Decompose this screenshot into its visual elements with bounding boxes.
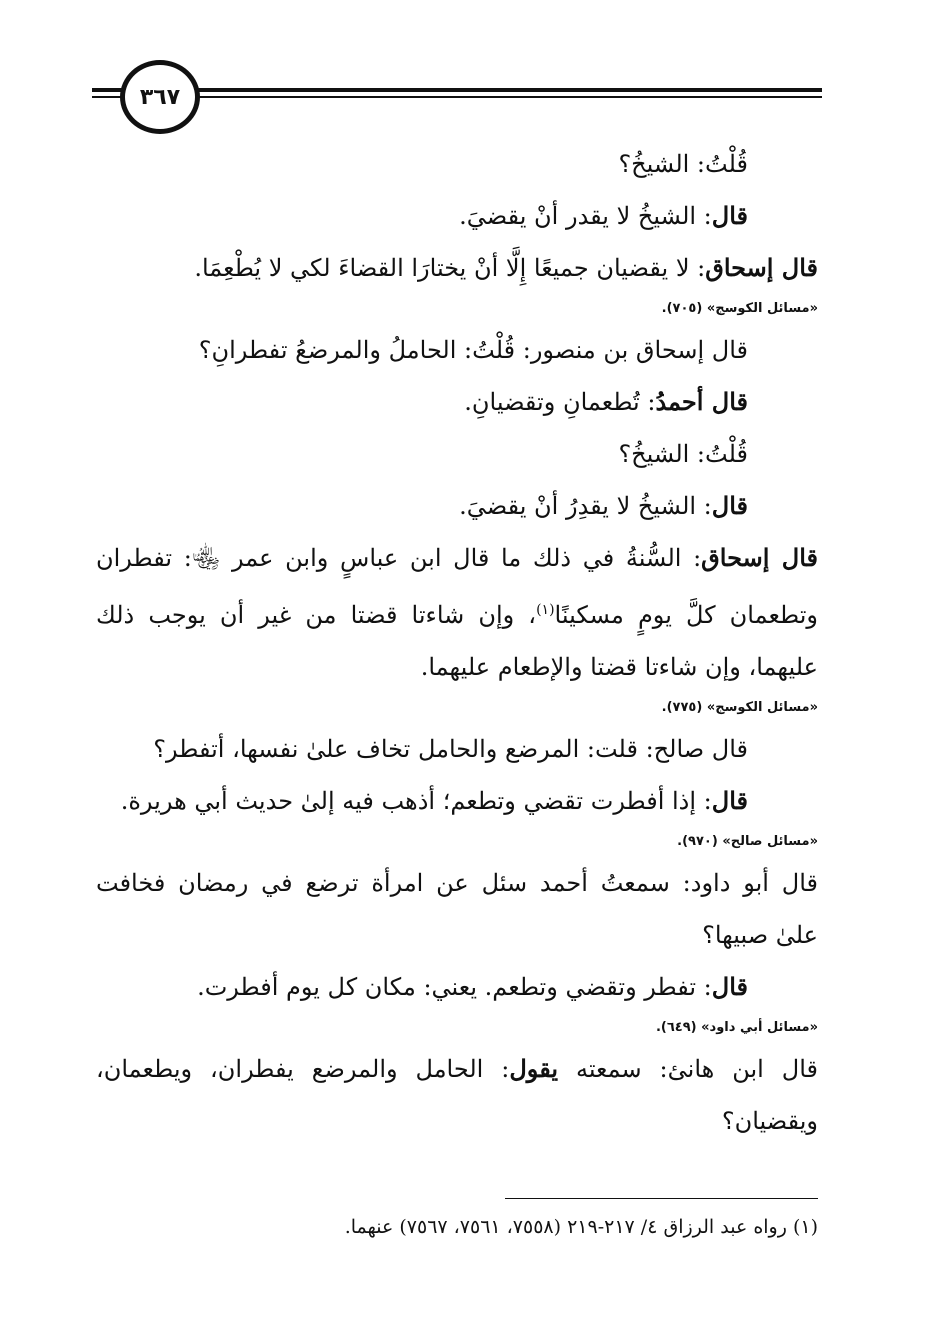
source-citation: «مسائل أبي داود» (٦٤٩). [655,1020,818,1035]
text-line: قال إسحاق: السُّنةُ في ذلك ما قال ابن عباسٍ وابن عمر ﵄: تفطران [96,543,818,572]
text-line: علىٰ صبيها؟ [702,921,818,949]
page-header [92,58,822,128]
text-line: قُلْتُ: الشيخُ؟ [618,150,748,178]
header-rule-thick [92,88,822,92]
text-line: قال إسحاق: لا يقضيان جميعًا إِلَّا أنْ يختارَا القضاءَ لكي لا يُطْعِمَا. [194,253,818,282]
text-line: عليهما، وإن شاءتا قضتا والإطعام عليهما. [420,653,818,681]
source-citation: «مسائل صالح» (٩٧٠). [677,834,818,849]
text-line: قال: إذا أفطرت تقضي وتطعم؛ أذهب فيه إلىٰ حديث أبي هريرة. [120,786,748,815]
source-citation: «مسائل الكوسج» (٧٠٥). [661,301,818,316]
footnote-divider [505,1198,818,1199]
page-body [96,138,818,1147]
text-line: قال أحمدُ: تُطعمانِ وتقضيانِ. [464,387,748,416]
footnote: (١) رواه عبد الرزاق ٤/ ٢١٧-٢١٩ (٧٥٥٨، ٧٥٦١، ٧٥٦٧) عنهما. [344,1216,818,1238]
text-line: قال: تفطر وتقضي وتطعم. يعني: مكان كل يوم أفطرت. [197,972,748,1001]
text-line: ويقضيان؟ [721,1107,818,1135]
header-rule-thin [92,96,822,98]
page-number-badge [120,60,200,134]
text-line: قال صالح: قلت: المرضع والحامل تخاف علىٰ نفسها، أتفطر؟ [153,735,748,763]
text-line: قُلْتُ: الشيخُ؟ [618,440,748,468]
text-line: وتطعمان كلَّ يومٍ مسكينًا$^{(١)}$، وإن شاءتا قضتا من غير أن يوجب ذلك [96,601,819,629]
text-line: قال: الشيخُ لا يقدِرُ أنْ يقضيَ. [459,491,748,520]
source-citation: «مسائل الكوسج» (٧٧٥). [661,700,818,715]
footnote-ref: (١) [536,602,555,618]
text-line: قال ابن هانئ: سمعته يقول: الحامل والمرضع يفطران، ويطعمان، [96,1054,818,1083]
text-line: قال: الشيخُ لا يقدر أنْ يقضيَ. [459,201,748,230]
page-number: ٣٦٧ [139,84,181,110]
text-line: قال إسحاق بن منصور: قُلْتُ: الحاملُ والمرضعُ تفطرانِ؟ [198,336,748,364]
text-line: قال أبو داود: سمعتُ أحمد سئل عن امرأة ترضع في رمضان فخافت [96,869,818,897]
